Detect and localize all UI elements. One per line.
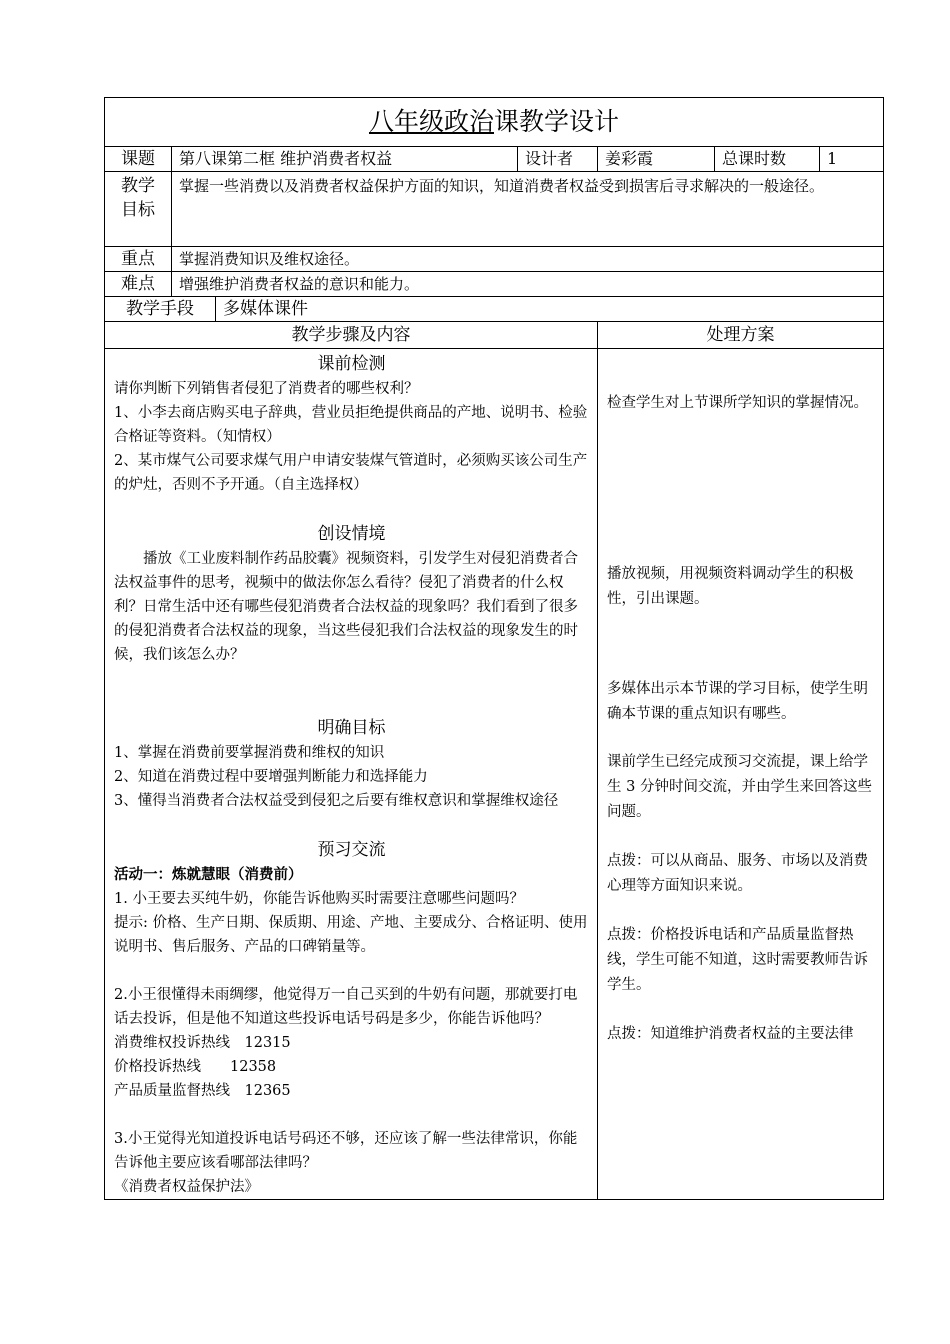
question-3: 3.小王觉得光知道投诉电话号码还不够，还应该了解一些法律常识，你能告诉他主要应该看哪部法律吗？ (114, 1131, 578, 1171)
plan-2: 播放视频，用视频资料调动学生的积极性，引出课题。 (607, 566, 854, 607)
focus-label: 重点 (105, 247, 172, 272)
focus-text: 掌握消费知识及维权途径。 (172, 247, 884, 272)
preview-title: 预习交流 (317, 840, 386, 860)
scenario-text: 播放《工业废料制作药品胶囊》视频资料，引发学生对侵犯消费者合法权益事件的思考，视频中的做法你怎么看待？侵犯了消费者的什么权利？日常生活中还有哪些侵犯消费者合法权益的现象吗？我们看到了很多的侵犯消费者合法权益的现象，当这些侵犯我们合法权益的现象发生的时候，我们该怎么办？ (114, 551, 578, 663)
question-3-answer: 《消费者权益保护法》 (114, 1179, 259, 1195)
difficulty-text: 增强维护消费者权益的意识和能力。 (172, 272, 884, 297)
plan-content (598, 349, 884, 1200)
means-text: 多媒体课件 (216, 297, 884, 322)
goals-title: 明确目标 (317, 718, 386, 738)
hours-label: 总课时数 (715, 147, 820, 172)
title-rest: 课教学设计 (494, 107, 620, 136)
designer-label: 设计者 (518, 147, 598, 172)
topic-value: 第八课第二框 维护消费者权益 (172, 147, 518, 172)
plan-header: 处理方案 (598, 322, 884, 349)
document-title (105, 98, 884, 147)
objective-text: 掌握一些消费以及消费者权益保护方面的知识，知道消费者权益受到损害后寻求解决的一般途径。 (172, 172, 884, 247)
scenario-title: 创设情境 (317, 524, 386, 544)
plan-4: 课前学生已经完成预习交流提，课上给学生 3 分钟时间交流，并由学生来回答这些问题。 (607, 754, 872, 820)
lesson-plan-page (104, 97, 883, 1200)
plan-3: 多媒体出示本节课的学习目标，使学生明确本节课的重点知识有哪些。 (607, 681, 868, 722)
goal-line-2: 3、懂得当消费者合法权益受到侵犯之后要有维权意识和掌握维权途径 (114, 793, 559, 809)
steps-header: 教学步骤及内容 (105, 322, 598, 349)
precheck-line-1: 1、小李去商店购买电子辞典，营业员拒绝提供商品的产地、说明书、检验合格证等资料。（知情权） (114, 405, 588, 445)
plan-5: 点拨：可以从商品、服务、市场以及消费心理等方面知识来说。 (607, 853, 868, 894)
lesson-plan-table (104, 97, 884, 1200)
hotline-0: 消费维权投诉热线 12315 (114, 1035, 291, 1051)
goal-line-0: 1、掌握在消费前要掌握消费和维权的知识 (114, 745, 385, 761)
plan-6: 点拨：价格投诉电话和产品质量监督热线，学生可能不知道，这时需要教师告诉学生。 (607, 927, 868, 993)
designer-value: 姜彩霞 (598, 147, 715, 172)
objective-label (105, 172, 172, 247)
precheck-line-2: 2、某市煤气公司要求煤气用户申请安装煤气管道时，必须购买该公司生产的炉灶，否则不予开通。（自主选择权） (114, 453, 588, 493)
objective-label-line1: 教学 (121, 176, 155, 196)
topic-label: 课题 (105, 147, 172, 172)
objective-label-line2: 目标 (121, 200, 155, 220)
question-1: 1. 小王要去买纯牛奶，你能告诉他购买时需要注意哪些问题吗？ (114, 891, 524, 907)
plan-7: 点拨：知道维护消费者权益的主要法律 (607, 1026, 854, 1042)
plan-1: 检查学生对上节课所学知识的掌握情况。 (607, 395, 868, 411)
question-2: 2.小王很懂得未雨绸缪，他觉得万一自己买到的牛奶有问题，那就要打电话去投诉，但是他不知道这些投诉电话号码是多少，你能告诉他吗？ (114, 987, 578, 1027)
precheck-title: 课前检测 (317, 354, 386, 374)
means-label: 教学手段 (105, 297, 216, 322)
difficulty-label: 难点 (105, 272, 172, 297)
activity-title: 活动一：炼就慧眼（消费前） (114, 866, 303, 883)
steps-content (105, 349, 598, 1200)
title-underlined: 八年级政治 (368, 107, 494, 136)
precheck-line-0: 请你判断下列销售者侵犯了消费者的哪些权利？ (114, 381, 419, 397)
hotline-2: 产品质量监督热线 12365 (114, 1083, 291, 1099)
question-1-hint: 提示: 价格、生产日期、保质期、用途、产地、主要成分、合格证明、使用说明书、售后服务、产品的口碑销量等。 (114, 915, 588, 955)
hotline-1: 价格投诉热线 12358 (114, 1059, 277, 1075)
hours-value: 1 (820, 147, 884, 172)
goal-line-1: 2、知道在消费过程中要增强判断能力和选择能力 (114, 769, 428, 785)
